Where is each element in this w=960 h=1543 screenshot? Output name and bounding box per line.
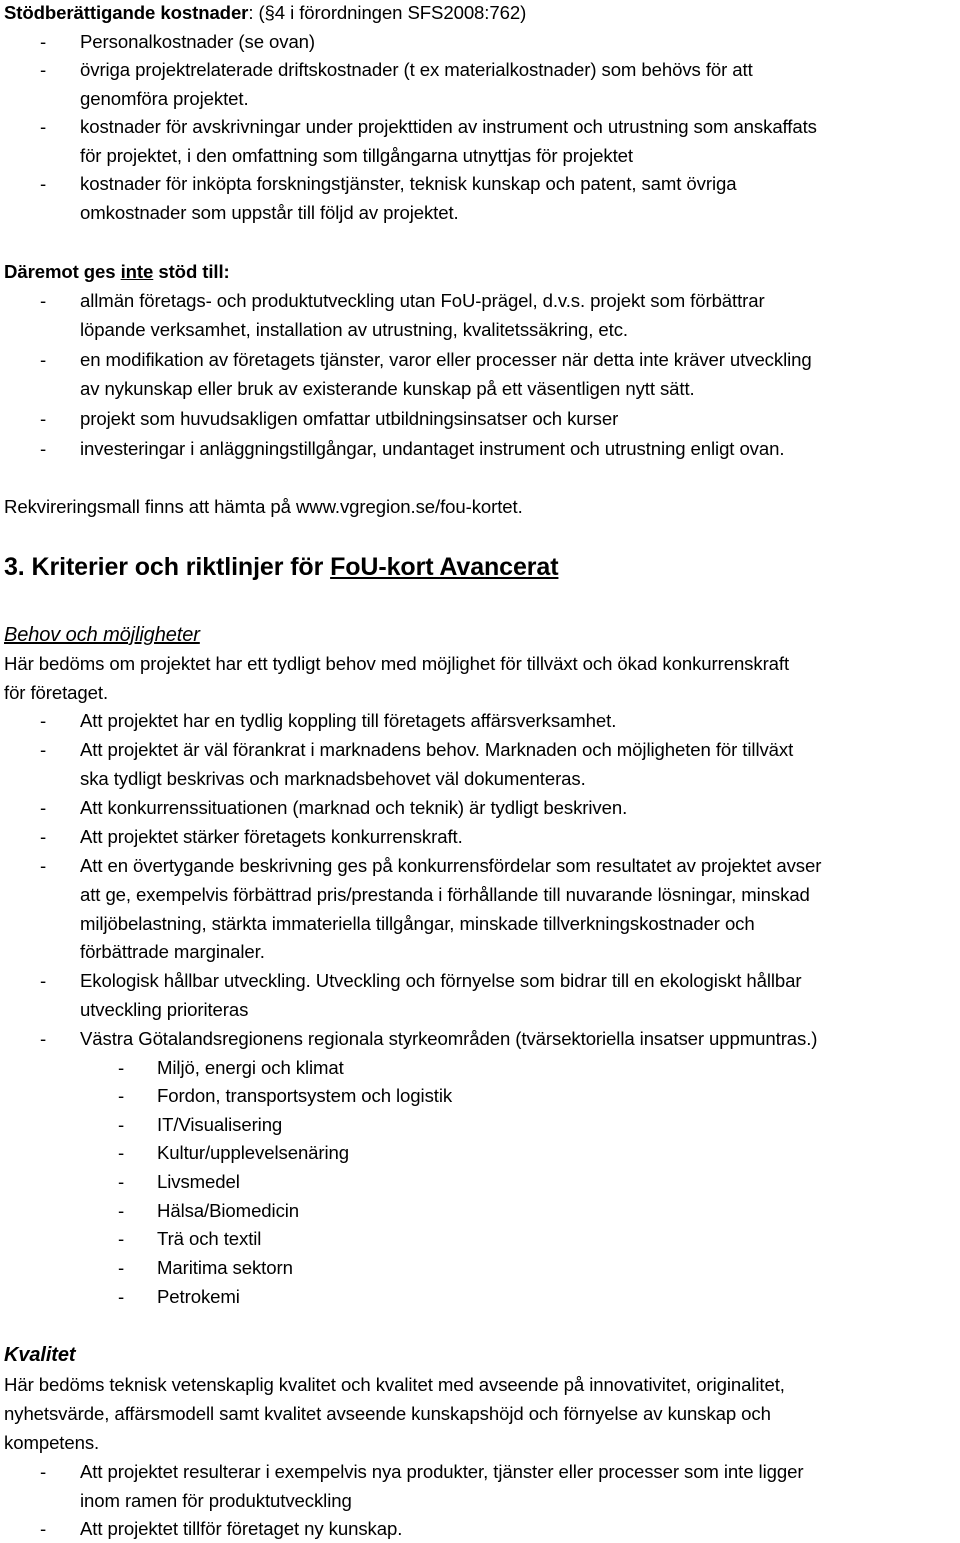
list-item: Att en övertygande beskrivning ges på konkurrensfördelar som resultatet av projektet avser — [80, 855, 822, 876]
list-item: Att projektet är väl förankrat i marknadens behov. Marknaden och möjligheten för tillväxt — [80, 739, 794, 760]
list-item: Personalkostnader (se ovan) — [80, 31, 316, 52]
list-item: Att konkurrenssituationen (marknad och teknik) är tydligt beskriven. — [80, 797, 628, 818]
list-bullet: - — [40, 970, 47, 991]
sublist-bullet: - — [118, 1200, 125, 1221]
list-bullet: - — [40, 173, 47, 194]
list-item-continuation: för projektet, i den omfattning som tillgångarna utnyttjas för projektet — [80, 145, 633, 166]
sublist-bullet: - — [118, 1171, 125, 1192]
list-item: kostnader för avskrivningar under projekttiden av instrument och utrustning som anskaffats — [80, 116, 817, 137]
sublist-bullet: - — [118, 1257, 125, 1278]
needs-intro: för företaget. — [4, 682, 109, 703]
list-item-continuation: utveckling prioriteras — [80, 999, 249, 1020]
list-bullet: - — [40, 826, 47, 847]
list-bullet: - — [40, 438, 47, 459]
list-bullet: - — [40, 1028, 47, 1049]
sublist-bullet: - — [118, 1142, 125, 1163]
list-bullet: - — [40, 1518, 47, 1539]
list-bullet: - — [40, 855, 47, 876]
sublist-item: Maritima sektorn — [157, 1257, 293, 1278]
sublist-item: Livsmedel — [157, 1171, 240, 1192]
list-item: investeringar i anläggningstillgångar, undantaget instrument och utrustning enligt ovan. — [80, 438, 785, 459]
sublist-bullet: - — [118, 1114, 125, 1135]
sublist-item: Hälsa/Biomedicin — [157, 1200, 300, 1221]
list-item-continuation: ska tydligt beskrivas och marknadsbehovet väl dokumenteras. — [80, 768, 586, 789]
eligible-costs-heading: Stödberättigande kostnader: (§4 i förordningen SFS2008:762) — [4, 2, 527, 23]
sublist-bullet: - — [118, 1085, 125, 1106]
list-item: projekt som huvudsakligen omfattar utbildningsinsatser och kurser — [80, 408, 619, 429]
list-item-continuation: miljöbelastning, stärkta immateriella tillgångar, minskade tillverkningskostnader och — [80, 913, 755, 934]
sublist-item: IT/Visualisering — [157, 1114, 283, 1135]
requisition-note: Rekvireringsmall finns att hämta på www.vgregion.se/fou-kortet. — [4, 496, 523, 517]
list-item-continuation: genomföra projektet. — [80, 88, 249, 109]
list-item: Att projektet stärker företagets konkurrenskraft. — [80, 826, 463, 847]
needs-heading: Behov och möjligheter — [4, 624, 200, 646]
sublist-item: Petrokemi — [157, 1286, 240, 1307]
quality-heading: Kvalitet — [4, 1344, 76, 1366]
list-item: Att projektet har en tydlig koppling till företagets affärsverksamhet. — [80, 710, 617, 731]
list-item-continuation: av nykunskap eller bruk av existerande kunskap på ett väsentligen nytt sätt. — [80, 378, 695, 399]
sublist-item: Kultur/upplevelsenäring — [157, 1142, 350, 1163]
list-item-continuation: att ge, exempelvis förbättrad pris/prestanda i förhållande till nuvarande lösningar, minskad — [80, 884, 810, 905]
list-item: kostnader för inköpta forskningstjänster, teknisk kunskap och patent, samt övriga — [80, 173, 737, 194]
sublist-item: Trä och textil — [157, 1228, 262, 1249]
list-bullet: - — [40, 1461, 47, 1482]
list-bullet: - — [40, 797, 47, 818]
list-item: Att projektet tillför företaget ny kunskap. — [80, 1518, 403, 1539]
list-item-continuation: omkostnader som uppstår till följd av projektet. — [80, 202, 459, 223]
list-bullet: - — [40, 710, 47, 731]
list-item-continuation: inom ramen för produktutveckling — [80, 1490, 352, 1511]
list-item: Västra Götalandsregionens regionala styrkeområden (tvärsektoriella insatser uppmuntras.) — [80, 1028, 818, 1049]
list-item: Att projektet resulterar i exempelvis nya produkter, tjänster eller processer som inte ligger — [80, 1461, 804, 1482]
list-item-continuation: förbättrade marginaler. — [80, 941, 265, 962]
not-supported-heading: Däremot ges inte stöd till: — [4, 261, 230, 282]
sublist-item: Fordon, transportsystem och logistik — [157, 1085, 453, 1106]
needs-intro: Här bedöms om projektet har ett tydligt behov med möjlighet för tillväxt och ökad konkurrenskraft — [4, 653, 790, 674]
list-bullet: - — [40, 349, 47, 370]
list-bullet: - — [40, 116, 47, 137]
list-bullet: - — [40, 408, 47, 429]
list-bullet: - — [40, 59, 47, 80]
sublist-bullet: - — [118, 1286, 125, 1307]
list-bullet: - — [40, 31, 47, 52]
quality-intro: nyhetsvärde, affärsmodell samt kvalitet avseende kunskapshöjd och förnyelse av kunskap och — [4, 1403, 771, 1424]
list-bullet: - — [40, 739, 47, 760]
quality-intro: Här bedöms teknisk vetenskaplig kvalitet och kvalitet med avseende på innovativitet, originalitet, — [4, 1374, 785, 1395]
list-item: allmän företags- och produktutveckling utan FoU-prägel, d.v.s. projekt som förbättrar — [80, 290, 765, 311]
list-item-continuation: löpande verksamhet, installation av utrustning, kvalitetssäkring, etc. — [80, 319, 628, 340]
list-item: en modifikation av företagets tjänster, varor eller processer när detta inte kräver utveckling — [80, 349, 812, 370]
list-item: övriga projektrelaterade driftskostnader (t ex materialkostnader) som behövs för att — [80, 59, 753, 80]
sublist-item: Miljö, energi och klimat — [157, 1057, 344, 1078]
list-item: Ekologisk hållbar utveckling. Utveckling och förnyelse som bidrar till en ekologiskt hållbar — [80, 970, 802, 991]
quality-intro: kompetens. — [4, 1432, 100, 1453]
sublist-bullet: - — [118, 1057, 125, 1078]
list-bullet: - — [40, 290, 47, 311]
section-3-heading: 3. Kriterier och riktlinjer för FoU-kort Avancerat — [4, 553, 559, 581]
sublist-bullet: - — [118, 1228, 125, 1249]
